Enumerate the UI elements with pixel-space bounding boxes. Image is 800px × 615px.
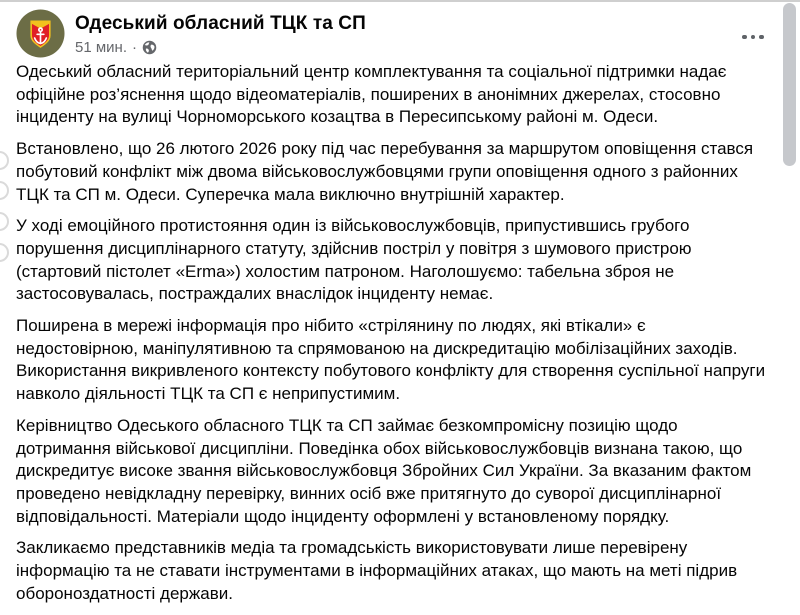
post-text [16, 61, 766, 614]
post-paragraph: Встановлено, що 26 лютого 2026 року під час перебування за маршрутом оповіщення стався побутовий конфлікт між двома військовослужбовцями групи оповіщення одного з районних ТЦК та СП м. Одеси. Суперечка мала виключно внутрішній характер. [16, 139, 754, 204]
edge-artifact-circle [0, 212, 9, 231]
more-options-button[interactable] [736, 26, 770, 48]
ellipsis-icon [742, 35, 747, 40]
post-header [16, 9, 760, 58]
edge-artifact-circle [0, 181, 9, 200]
top-divider [0, 0, 800, 2]
post-paragraph: Одеський обласний територіальний центр комплектування та соціальної підтримки надає офіційне роз’яснення щодо відеоматеріалів, поширених в анонімних джерелах, стосовно інциденту на вулиці Чорноморського козацтва в Пересипському районі м. Одеси. [16, 62, 727, 127]
scrollbar-thumb[interactable] [783, 3, 796, 166]
meta-separator: · [132, 39, 137, 56]
header-texts [75, 9, 366, 57]
post-paragraph: Керівництво Одеського обласного ТЦК та СП займає безкомпромісну позицію щодо дотримання військової дисципліни. Поведінка обох військовослужбовців визнана такою, що дискредитує високе звання військовослужбовця Збройних Сил України. За вказаним фактом проведено невідкладну перевірку, винних осіб вже притягнуто до суворої дисциплінарної відповідальності. Матеріали щодо інциденту оформлені у встановленому порядку. [16, 415, 752, 526]
avatar[interactable] [16, 9, 65, 58]
author-name[interactable]: Одеський обласний ТЦК та СП [75, 13, 366, 34]
edge-artifact-circle [0, 151, 9, 170]
scrollbar-track[interactable] [780, 0, 800, 615]
edge-artifact-circle [0, 243, 9, 262]
post-paragraph: Закликаємо представників медіа та громадськість використовувати лише перевірену інформацію та не ставати інструментами в інформаційних атаках, що мають на меті підрив обороноздатності держави. [16, 538, 738, 603]
globe-icon [142, 40, 157, 55]
timestamp[interactable]: 51 мин. [75, 39, 127, 56]
post-meta [75, 38, 366, 57]
post-paragraph: У ході емоційного протистояння один із військовослужбовців, припустившись грубого порушення дисциплінарного статуту, здійснив постріл у повітря з шумового пристрою (стартовий пістолет «Erma») холостим патроном. Наголошуємо: табельна зброя не застосовувалась, постраждалих внаслідок інциденту немає. [16, 216, 692, 304]
post-paragraph: Поширена в мережі інформація про нібито «стрілянину по людях, які втікали» є недостовірною, маніпулятивною та спрямованою на дискредитацію мобілізаційних заходів. Використання викривленого контексту побутового конфлікту для створення суспільної напруги навколо діяльності ТЦК та СП є неприпустимим. [16, 316, 766, 404]
